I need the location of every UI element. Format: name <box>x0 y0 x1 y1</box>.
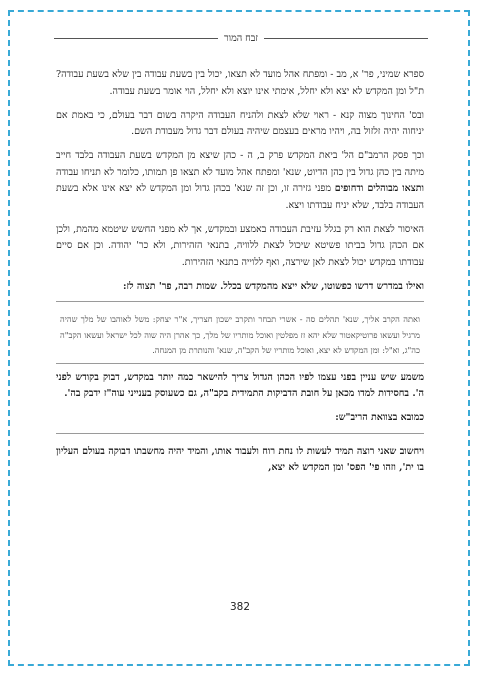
page-number: 382 <box>229 601 251 613</box>
header-rule-right <box>264 38 428 39</box>
quote-bottom-rule <box>56 363 424 364</box>
paragraph-issur: האיסור לצאת הוא רק בגלל עזיבת העבודה באמצע ובמקדש, אך לא מפני החשש שיטמא מהמת, ולכן אם הכהן גדול בביתו פשיטא שיכול לצאת ללוויה, בתנאי הזהירות, ולא כר' יהודה. וכן אם סיים עבודתו במקדש יכול לצאת לאן שירצה, ואף ללוייה בתנאי הזהירות. <box>56 223 424 268</box>
paragraph-citation: כמובא בצוואת הריב"ש: <box>335 412 424 423</box>
rambam-text-start: וכך פסק הרמב"ם הל' ביאת המקדש פרק ב, ה - כהן שיצא מן המקדש בשעת העבודה בלבד חייב מיתה בין כהן גדול בין כהן הדיוט, שנא' ומפתח אהל מועד לא תצאו פן תמותו, כלומר לא תניחו עבודה <box>56 150 424 178</box>
running-header-title: זבח המור <box>223 33 259 44</box>
paragraph-midrash-intro: ואילו במדרש דרשו כפשוטו, שלא ייצא מהמקדש בכלל. שמות רבה, פר' תצוה לז: <box>122 280 424 292</box>
paragraph-chinuch: ובס' החינוך מצוה קנא - ראוי שלא לצאת ולהניח העבודה היקרה בשום דבר בעולם, כי באמת אם יניחוה יהיה זלזול בה, ויהיו מראים בעצמם שיהיה בעולם דבר גדול מעבודת השם. <box>56 109 424 137</box>
paragraph-tzavaat-harivash: ויחשוב שאני רוצה תמיד לעשות לו נחת רוח ולעבוד אותו, והמיד יהיה מחשבתו דבוקה בעולם העליון בו ית', וזהו פי' הפס' ומן המקדש לא יצא, <box>56 445 424 473</box>
rambam-bold-phrase: ותצאו מבוהלים ודחופים <box>334 183 424 194</box>
paragraph-devekut: משמע שיש עניין בפני עצמו לפיו הכהן הגדול צריך להישאר כמה יותר במקדש, דבוק בקודש לפני ה'. בחסידות למדו מכאן על חובת הדביקות התמידית בקב"ה, גם כשעוסק בענייני עוה"ז ידבק בה'. <box>56 371 424 399</box>
midrash-quote: ואתה הקרב אליך, שנא' תהלים סה - אשרי תבחר ותקרב ישכון חצריך, א"ר יצחק: משל לאוהבו של מלך שהיה מרגיל ועשאו פרוטיקאטור שלא יהא זז מפלטין ואוכל מותריו של מלך, כך אהרן היה שוה לכל ישראל ועשאו הקב"ה כה"ג, וא"ל: ומן המקדש לא יצא, ואוכל מותריו של הקב"ה, שנא' והנותרת מן המנחה. <box>60 314 420 355</box>
rambam-text-end: מפני גזירה זו, וכן זה שנא' בכהן גדול ומן המקדש לא יצא אינו אלא בשעת העבודה בלבד, שלא יניח עבודתו ויצא. <box>56 183 424 211</box>
main-text <box>56 67 424 484</box>
header-rule-left <box>54 38 218 39</box>
paragraph-sifra: ספרא שמיני, פר' א, מב - ומפתח אהל מועד לא תצאו, יכול בין בשעת עבודה בין שלא בשעת עבודה? ת"ל ומן המקדש לא יצא ולא יחלל, אימתי אינו יוצא ולא יחלל, הוי אומר בשעת עבודה. <box>56 69 424 97</box>
paragraph-rambam <box>56 148 424 214</box>
running-header <box>54 33 428 44</box>
quote-top-rule <box>56 301 424 302</box>
citation-rule <box>56 433 424 434</box>
